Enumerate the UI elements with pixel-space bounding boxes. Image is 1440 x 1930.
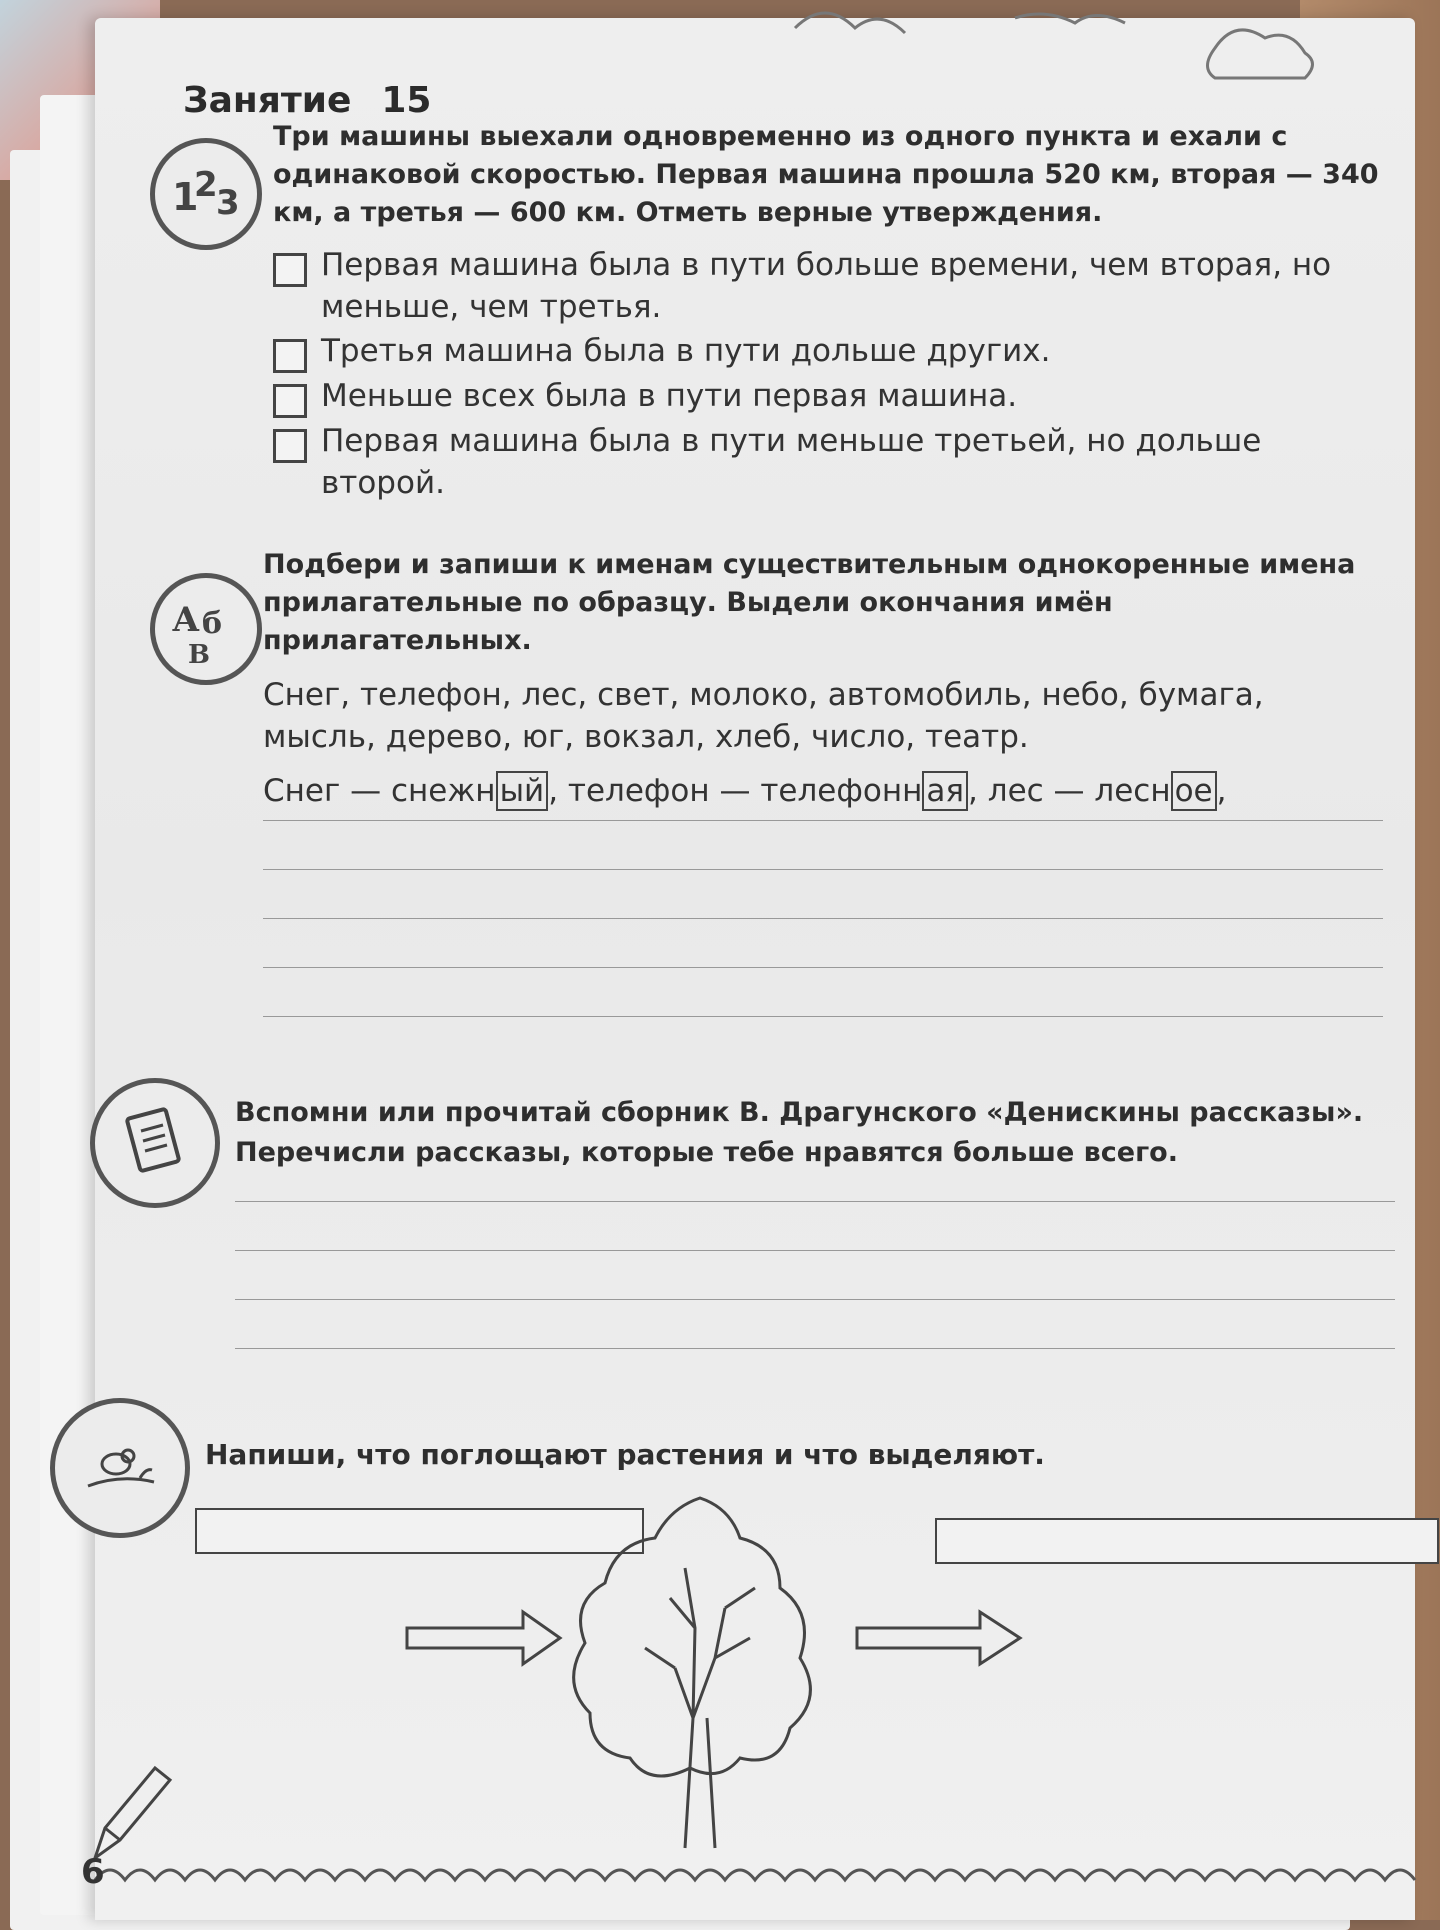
- task-cars: [273, 118, 1383, 504]
- answer-line-4[interactable]: [263, 967, 1383, 968]
- svg-text:1: 1: [172, 175, 199, 219]
- task3-instruction: Вспомни или прочитай сборник В. Драгунского «Денискины рассказы». Перечисли рассказы, которые тебе нравятся больше всего.: [235, 1097, 1364, 1168]
- option-2-label: Третья машина была в пути дольше других.: [321, 333, 1051, 369]
- stories-line-4[interactable]: [235, 1348, 1395, 1349]
- answer-line-5[interactable]: [263, 1016, 1383, 1017]
- example-3-stem: , лес — лесн: [968, 773, 1171, 809]
- option-3[interactable]: [273, 375, 1383, 418]
- noun-list: Снег, телефон, лес, свет, молоко, автомобиль, небо, бумага, мысль, дерево, юг, вокзал, хлеб, число, театр.: [263, 677, 1264, 755]
- svg-text:А: А: [172, 600, 200, 640]
- task1-instruction: Три машины выехали одновременно из одного пункта и ехали с одинаковой скоростью. Первая машина прошла 520 км, вторая — 340 км, а третья — 600 км. Отметь верные утверждения.: [273, 121, 1379, 228]
- lesson-number: 15: [381, 80, 432, 121]
- release-answer-box[interactable]: [935, 1518, 1439, 1564]
- example-line: [263, 770, 1383, 812]
- stories-line-2[interactable]: [235, 1250, 1395, 1251]
- task-adjectives: [263, 546, 1383, 1017]
- example-2-stem: , телефон — телефонн: [548, 773, 923, 809]
- page-number: 6: [81, 1852, 105, 1892]
- option-4-label: Первая машина была в пути меньше третьей, но дольше второй.: [321, 423, 1262, 501]
- example-1-stem: Снег — снежн: [263, 773, 496, 809]
- lesson-label: Занятие: [183, 80, 352, 121]
- option-4-checkbox[interactable]: [273, 429, 307, 463]
- arrow-right-icon-2: [855, 1608, 1025, 1668]
- answer-line-3[interactable]: [263, 918, 1383, 919]
- top-decoration-icon: [785, 8, 1345, 98]
- workbook-page: [81, 18, 1415, 1920]
- answer-line-1[interactable]: [263, 820, 1383, 821]
- option-2-checkbox[interactable]: [273, 339, 307, 373]
- book-icon: [90, 1078, 220, 1208]
- option-3-label: Меньше всех была в пути первая машина.: [321, 378, 1018, 414]
- option-1-label: Первая машина была в пути больше времени, чем вторая, но меньше, чем третья.: [321, 247, 1332, 325]
- stories-line-1[interactable]: [235, 1201, 1395, 1202]
- svg-text:3: 3: [216, 183, 240, 223]
- wave-border-icon: [95, 1840, 1415, 1920]
- option-1[interactable]: [273, 244, 1383, 328]
- task-stories: [235, 1093, 1395, 1349]
- bird-on-branch-icon: [50, 1398, 190, 1538]
- arrow-right-icon: [405, 1608, 565, 1668]
- option-1-checkbox[interactable]: [273, 253, 307, 287]
- example-tail: ,: [1216, 773, 1227, 809]
- example-3-ending: ое: [1171, 771, 1217, 811]
- math-123-icon: [150, 138, 262, 250]
- example-1-ending: ый: [496, 771, 549, 811]
- tree-icon: [575, 1488, 825, 1848]
- task4-instruction: Напиши, что поглощают растения и что выделяют.: [205, 1438, 1045, 1471]
- task2-instruction: Подбери и запиши к именам существительным однокоренные имена прилагательные по образцу. Выдели окончания имён прилагательных.: [263, 549, 1356, 656]
- svg-text:б: б: [202, 606, 223, 641]
- stories-line-3[interactable]: [235, 1299, 1395, 1300]
- option-4[interactable]: [273, 420, 1383, 504]
- option-2[interactable]: [273, 330, 1383, 373]
- lesson-title: [183, 80, 431, 121]
- answer-line-2[interactable]: [263, 869, 1383, 870]
- svg-text:В: В: [188, 640, 210, 670]
- alphabet-abv-icon: [150, 573, 262, 685]
- option-3-checkbox[interactable]: [273, 384, 307, 418]
- svg-text:2: 2: [194, 165, 218, 205]
- example-2-ending: ая: [922, 771, 968, 811]
